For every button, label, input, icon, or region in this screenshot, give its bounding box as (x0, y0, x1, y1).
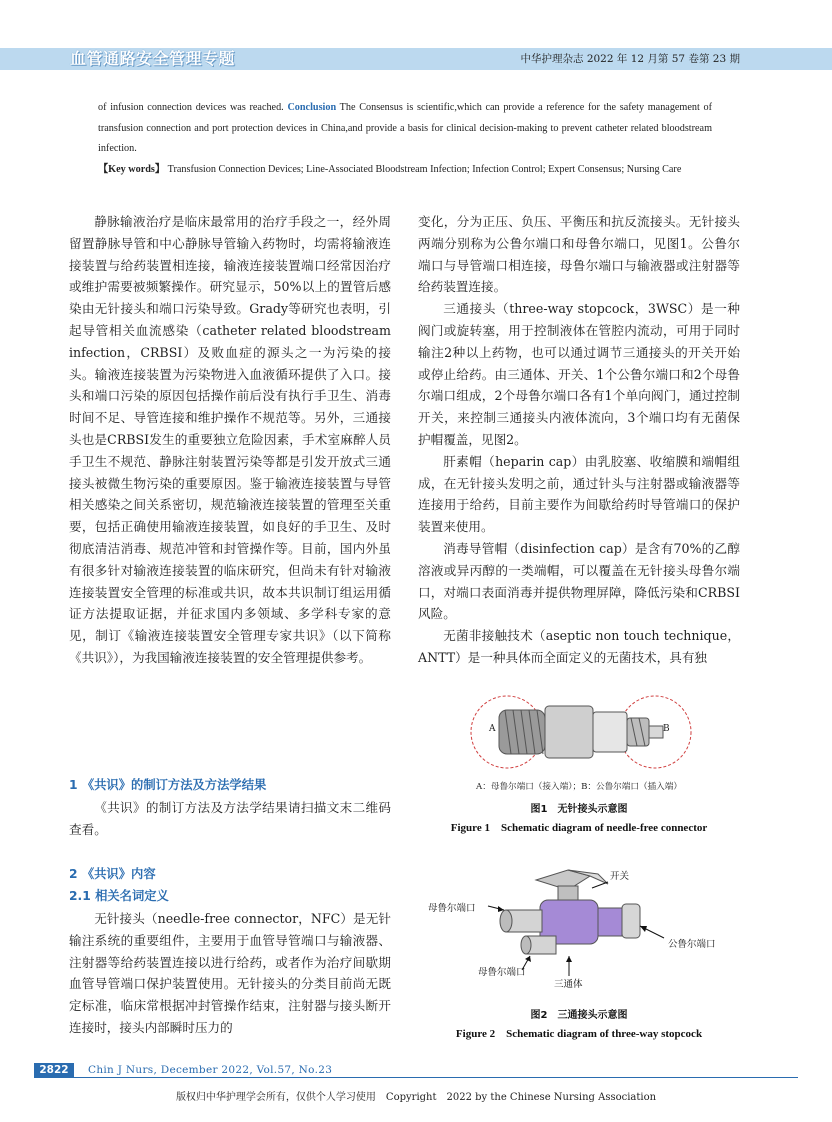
three-way-stopcock-illustration (418, 860, 740, 990)
keywords-label: 【Key words】 (98, 163, 166, 175)
right-para-1: 变化，分为正压、负压、平衡压和抗反流接头。无针接头两端分别称为公鲁尔端口和母鲁尔端口，见图1。公鲁尔端口与导管端口相连接，母鲁尔端口与输液器或注射器等给药装置连接。 (418, 214, 740, 295)
needle-free-connector-illustration (459, 688, 699, 776)
conclusion-label: Conclusion (287, 102, 337, 113)
figure-1-caption-en: Figure 1 Schematic diagram of needle-free connector (450, 822, 708, 834)
right-para-5: 无菌非接触技术（aseptic non touch technique，ANTT）是一种具体而全面定义的无菌技术，具有独 (418, 628, 740, 665)
figure-2-caption-cn: 图2 三通接头示意图 (530, 1010, 628, 1021)
right-column (418, 211, 740, 669)
section-2-1-paragraph: 无针接头（needle-free connector，NFC）是无针输注系统的重要组件，主要用于血管导管端口与输液器、注射器等给药装置连接以进行给药，或者作为治疗间歇期血管导管端口保护装置使用。无针接头的分类目前尚无既定标准，临床常根据冲封管操作结束，注射器与接头断开连接时，接头内部瞬时压力的 (69, 911, 391, 1035)
footer-divider (34, 1077, 798, 1078)
section-2-heading: 2 《共识》内容 (69, 867, 156, 881)
figure-2 (418, 860, 740, 1041)
figure-1-label-a: A (489, 724, 496, 734)
conclusion-text: The Consensus is scientific,which can provide a reference for the safety management of transfusion connection and port protection devices in China,and provide a basis for clinical decision-making to prevent catheter related bloodstream infection. (98, 102, 713, 154)
figure-2-label-female-top: 母鲁尔端口 (428, 903, 476, 914)
left-column (69, 211, 391, 669)
page-number: 2822 (34, 1063, 74, 1077)
figure-2-caption-en: Figure 2 Schematic diagram of three-way stopcock (455, 1028, 703, 1040)
journal-info: 中华护理杂志 2022 年 12 月第 57 卷第 23 期 (520, 53, 740, 65)
right-para-2: 三通接头（three-way stopcock，3WSC）是一种阀门或旋转塞，用于控制液体在管腔内流动，可用于同时输注2种以上药物，也可以通过调节三通接头的开关开始或停止给药。由三通体、开关、1个公鲁尔端口和2个母鲁尔端口组成，2个母鲁尔端口各有1个单向阀门，通过控制开关，来控制三通接头内液体流向，3个端口均有无菌保护帽覆盖，见图2。 (418, 301, 740, 447)
abstract-line-start: of infusion connection devices was reached. (98, 102, 288, 113)
intro-paragraph: 静脉输液治疗是临床最常用的治疗手段之一，经外周留置静脉导管和中心静脉导管输入药物时，均需将输液连接装置与给药装置相连接，输液连接装置端口经常因治疗或维护需要被频繁操作。研究显示，50%以上的置管后感染由无针接头和端口污染导致。Grady等研究也表明，引起导管相关血流感染（catheter related bloodstream infection，CRBSI）及败血症的源头之一为污染的接头。输液连接装置为污染物进入血液循环提供了入口。接头和端口污染的原因包括操作前后没有执行手卫生、消毒时间不足、导管连接和维护操作不规范等。另外，三通接头也是CRBSI发生的重要独立危险因素，手术室麻醉人员手卫生不规范、静脉注射装置污染等都是引发开放式三通接头被微生物污染的重要原因。鉴于输液连接装置与导管相关感染之间关系密切，规范输液连接装置的管理至关重要，包括正确使用输液连接装置，如良好的手卫生、及时彻底清洁消毒、规范冲管和封管操作等。目前，国内外虽有很多针对输液连接装置的临床研究，但尚未有针对输液连接装置安全管理的标准或共识，故本共识制订组运用循证方法提取证据，并征求国内多领域、多学科专家的意见，制订《输液连接装置安全管理专家共识》（以下简称《共识》），为我国输液连接装置的安全管理提供参考。 (69, 214, 391, 665)
section-title: 血管通路安全管理专题 (70, 49, 236, 68)
right-para-3: 肝素帽（heparin cap）由乳胶塞、收缩膜和端帽组成，在无针接头发明之前，通过针头与注射器或输液器等连接用于给药，目前主要作为间歇给药时导管端口的保护装置来使用。 (418, 453, 740, 535)
section-1-heading: 1 《共识》的制订方法及方法学结果 (69, 778, 267, 792)
footer-journal: Chin J Nurs, December 2022, Vol.57, No.23 (88, 1064, 333, 1076)
figure-1 (418, 688, 740, 835)
right-para-4: 消毒导管帽（disinfection cap）是含有70%的乙醇溶液或异丙醇的一类端帽，可以覆盖在无针接头母鲁尔端口，对端口表面消毒并提供物理屏障，降低污染和CRBSI风险。 (418, 540, 740, 622)
copyright-line: 版权归中华护理学会所有，仅供个人学习使用 Copyright 2022 by the Chinese Nursing Association (175, 1092, 657, 1103)
figure-1-note: A：母鲁尔端口（接入端）；B：公鲁尔端口（插入端） (476, 782, 682, 792)
figure-2-label-male: 公鲁尔端口 (668, 939, 716, 950)
figure-2-label-switch: 开关 (610, 871, 630, 882)
section-1-body (69, 797, 391, 841)
figure-1-label-b: B (663, 724, 670, 734)
figure-2-label-body: 三通体 (554, 979, 583, 990)
figure-1-caption-cn: 图1 无针接头示意图 (530, 804, 628, 815)
section-2-1-heading: 2.1 相关名词定义 (69, 889, 169, 903)
keywords-text: Transfusion Connection Devices; Line-Associated Bloodstream Infection; Infection Control; Expert Consensus; Nursing Care (165, 163, 682, 175)
abstract-block (98, 98, 712, 180)
figure-2-label-female-bottom: 母鲁尔端口 (478, 967, 526, 978)
section-2-1-body (69, 908, 391, 1039)
section-1-paragraph: 《共识》的制订方法及方法学结果请扫描文末二维码查看。 (69, 800, 391, 837)
